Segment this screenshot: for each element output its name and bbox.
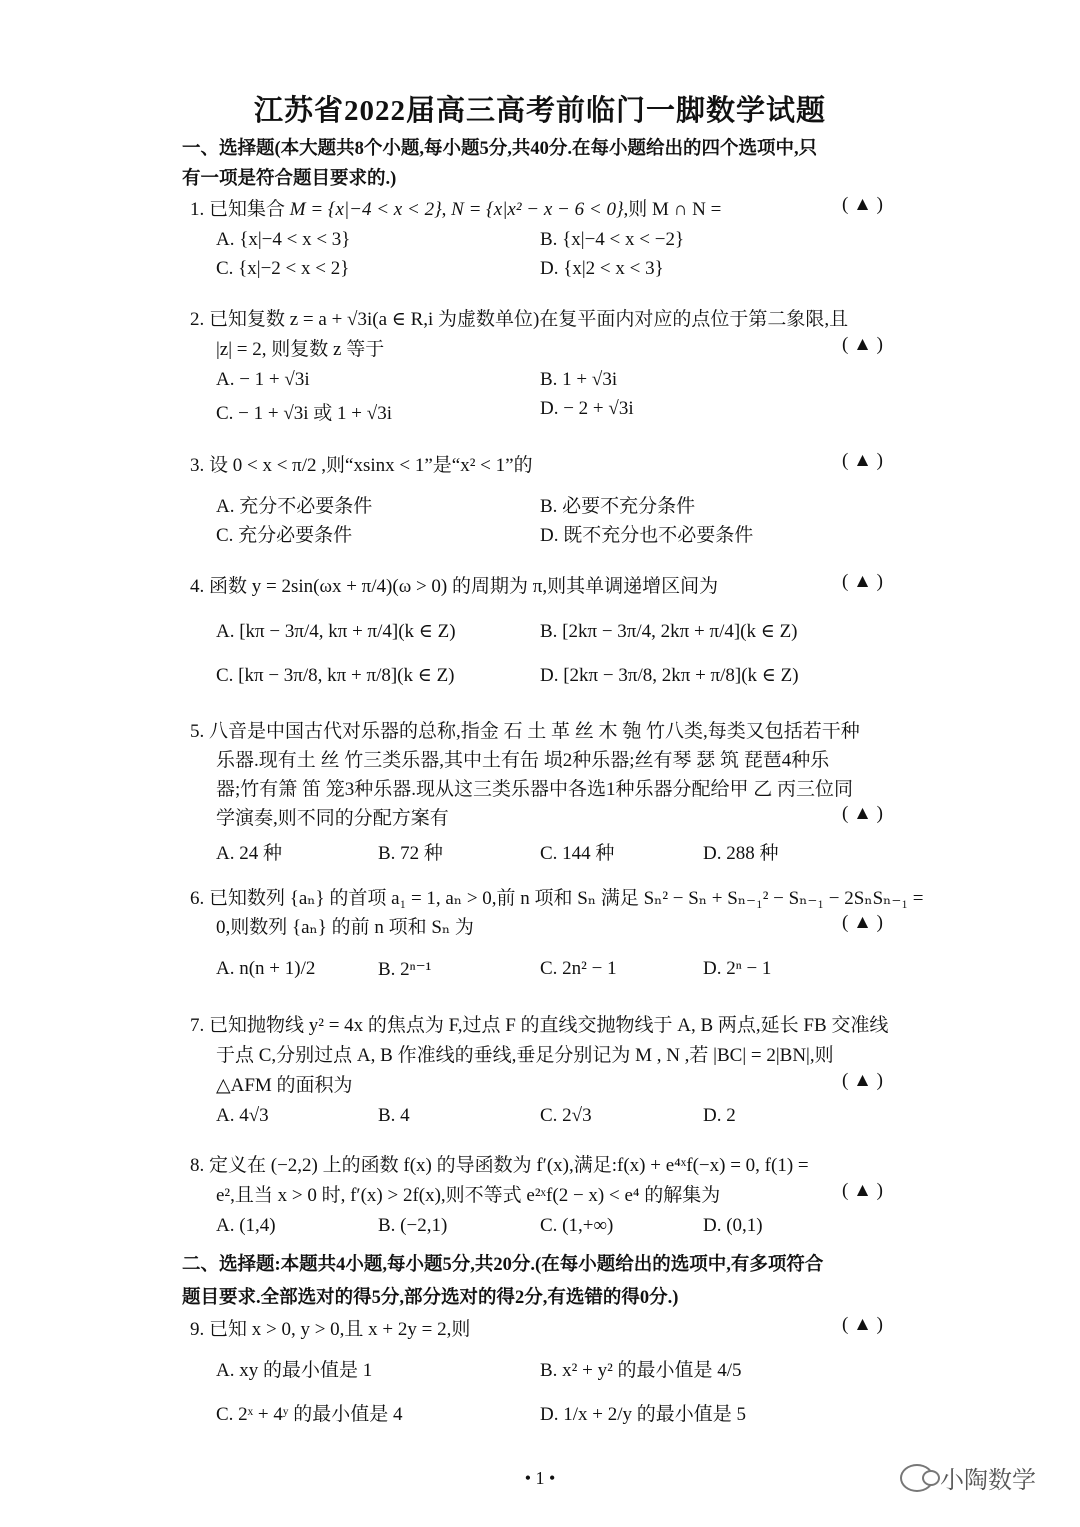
question-4: 4. 函数 y = 2sin(ωx + π/4)(ω > 0) 的周期为 π,则其单调递增区间为 (190, 576, 719, 597)
watermark-text: 小陶数学 (940, 1466, 1036, 1494)
chat-bubble-icon (900, 1464, 934, 1492)
question-1: 1. 已知集合 M = {x|−4 < x < 2}, N = {x|x² − x − 6 < 0},则 M ∩ N = (190, 199, 722, 220)
question-2-line1: 2. 已知复数 z = a + √3i(a ∈ R,i 为虚数单位)在复平面内对应的点位于第二象限,且 (190, 309, 849, 330)
q1-option-a: A. {x|−4 < x < 3} (216, 229, 351, 250)
q9-option-c: C. 2ˣ + 4ʸ 的最小值是 4 (216, 1404, 403, 1425)
q1-option-d: D. {x|2 < x < 3} (540, 258, 664, 279)
answer-mark: ( ▲ ) (842, 450, 883, 471)
q3-option-a: A. 充分不必要条件 (216, 496, 373, 517)
answer-mark: ( ▲ ) (842, 1180, 883, 1201)
q2-option-d: D. − 2 + √3i (540, 398, 634, 419)
section1-heading-line1: 一、选择题(本大题共8个小题,每小题5分,共40分.在每小题给出的四个选项中,只 (182, 139, 818, 159)
q3-option-c: C. 充分必要条件 (216, 525, 353, 546)
section1-heading-line2: 有一项是符合题目要求的.) (182, 169, 397, 189)
q3-option-b: B. 必要不充分条件 (540, 496, 696, 517)
question-5-line3: 器;竹有箫 笛 笼3种乐器.现从这三类乐器中各选1种乐器分配给甲 乙 丙三位同 (216, 779, 854, 800)
q6-option-b: B. 2ⁿ⁻¹ (378, 959, 432, 980)
question-8-line2: e²,且当 x > 0 时, f′(x) > 2f(x),则不等式 e²ˣf(2 − x) < e⁴ 的解集为 (216, 1185, 721, 1206)
q5-option-a: A. 24 种 (216, 843, 282, 864)
q4-option-b: B. [2kπ − 3π/4, 2kπ + π/4](k ∈ Z) (540, 621, 798, 642)
question-6-line2: 0,则数列 {aₙ} 的前 n 项和 Sₙ 为 (216, 917, 474, 938)
q8-option-d: D. (0,1) (703, 1215, 763, 1236)
q2-option-a: A. − 1 + √3i (216, 369, 310, 390)
section2-heading-line1: 二、选择题:本题共4小题,每小题5分,共20分.(在每小题给出的选项中,有多项符合 (182, 1255, 824, 1275)
question-3: 3. 设 0 < x < π/2 ,则“xsinx < 1”是“x² < 1”的 (190, 455, 533, 476)
question-7-line2: 于点 C,分别过点 A, B 作准线的垂线,垂足分别记为 M , N ,若 |BC| = 2|BN|,则 (216, 1045, 834, 1066)
q5-option-b: B. 72 种 (378, 843, 443, 864)
answer-mark: ( ▲ ) (842, 194, 883, 215)
answer-mark: ( ▲ ) (842, 803, 883, 824)
question-5-line2: 乐器.现有土 丝 竹三类乐器,其中土有缶 埙2种乐器;丝有琴 瑟 筑 琵琶4种乐 (216, 750, 830, 771)
section2-heading-line2: 题目要求.全部选对的得5分,部分选对的得2分,有选错的得0分.) (182, 1288, 679, 1308)
q1-option-b: B. {x|−4 < x < −2} (540, 229, 685, 250)
q3-option-d: D. 既不充分也不必要条件 (540, 525, 754, 546)
question-7-line3: △AFM 的面积为 (216, 1075, 353, 1096)
q2-option-b: B. 1 + √3i (540, 369, 618, 390)
q7-option-a: A. 4√3 (216, 1105, 269, 1126)
q9-option-a: A. xy 的最小值是 1 (216, 1360, 373, 1381)
q7-option-d: D. 2 (703, 1105, 736, 1126)
answer-mark: ( ▲ ) (842, 571, 883, 592)
question-8-line1: 8. 定义在 (−2,2) 上的函数 f(x) 的导函数为 f′(x),满足:f(x) + e⁴ˣf(−x) = 0, f(1) = (190, 1155, 809, 1176)
q9-option-b: B. x² + y² 的最小值是 4/5 (540, 1360, 742, 1381)
question-9: 9. 已知 x > 0, y > 0,且 x + 2y = 2,则 (190, 1319, 471, 1340)
q1-option-c: C. {x|−2 < x < 2} (216, 258, 350, 279)
answer-mark: ( ▲ ) (842, 912, 883, 933)
question-2-line2: |z| = 2, 则复数 z 等于 (216, 339, 385, 360)
answer-mark: ( ▲ ) (842, 1070, 883, 1091)
question-7-line1: 7. 已知抛物线 y² = 4x 的焦点为 F,过点 F 的直线交抛物线于 A, B 两点,延长 FB 交准线 (190, 1015, 889, 1036)
question-5-line4: 学演奏,则不同的分配方案有 (216, 808, 449, 829)
q5-option-c: C. 144 种 (540, 843, 615, 864)
answer-mark: ( ▲ ) (842, 334, 883, 355)
q4-option-c: C. [kπ − 3π/8, kπ + π/8](k ∈ Z) (216, 665, 455, 686)
q7-option-c: C. 2√3 (540, 1105, 592, 1126)
q4-option-d: D. [2kπ − 3π/8, 2kπ + π/8](k ∈ Z) (540, 665, 799, 686)
q9-option-d: D. 1/x + 2/y 的最小值是 5 (540, 1404, 746, 1425)
watermark (900, 1460, 1036, 1495)
question-6-line1: 6. 已知数列 {aₙ} 的首项 a₁ = 1, aₙ > 0,前 n 项和 Sₙ 满足 Sₙ² − Sₙ + Sₙ₋₁² − Sₙ₋₁ − 2SₙSₙ₋₁ = (190, 888, 924, 909)
page-title: 江苏省2022届高三高考前临门一脚数学试题 (253, 95, 826, 127)
q6-option-d: D. 2ⁿ − 1 (703, 958, 772, 979)
q4-option-a: A. [kπ − 3π/4, kπ + π/4](k ∈ Z) (216, 621, 456, 642)
q8-option-c: C. (1,+∞) (540, 1215, 614, 1236)
q7-option-b: B. 4 (378, 1105, 410, 1126)
q6-option-a: A. n(n + 1)/2 (216, 958, 316, 979)
q8-option-a: A. (1,4) (216, 1215, 276, 1236)
q2-option-c: C. − 1 + √3i 或 1 + √3i (216, 403, 392, 424)
answer-mark: ( ▲ ) (842, 1314, 883, 1335)
page-number: • 1 • (524, 1468, 556, 1488)
q5-option-d: D. 288 种 (703, 843, 779, 864)
question-5-line1: 5. 八音是中国古代对乐器的总称,指金 石 土 革 丝 木 匏 竹八类,每类又包括若干种 (190, 721, 860, 742)
q8-option-b: B. (−2,1) (378, 1215, 448, 1236)
q6-option-c: C. 2n² − 1 (540, 958, 617, 979)
